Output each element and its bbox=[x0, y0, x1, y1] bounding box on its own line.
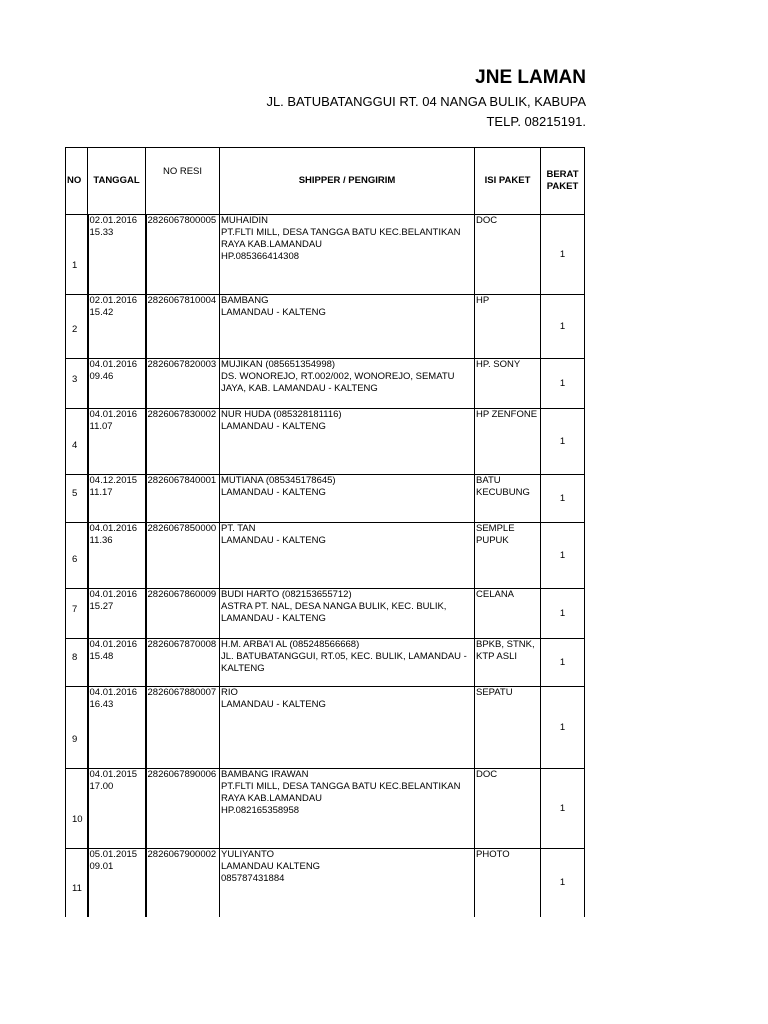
isi-line: HP. SONY bbox=[476, 359, 521, 370]
company-name: JNE LAMAN bbox=[475, 67, 586, 88]
tanggal-time: 11.17 bbox=[89, 487, 113, 498]
cell-berat: 1 bbox=[541, 523, 585, 589]
isi-line: SEPATU bbox=[476, 687, 513, 698]
col-header-isi: ISI PAKET bbox=[475, 148, 541, 215]
cell-no bbox=[66, 687, 88, 769]
cell-tanggal bbox=[88, 409, 146, 475]
cell-shipper bbox=[220, 589, 475, 639]
cell-tanggal bbox=[88, 589, 146, 639]
cell-no bbox=[66, 639, 88, 687]
isi-line: BATU bbox=[476, 475, 501, 486]
cell-resi: 2826067840001 bbox=[146, 475, 220, 523]
cell-berat: 1 bbox=[541, 475, 585, 523]
tanggal-date: 04.01.2016 bbox=[89, 687, 138, 698]
row-number: 7 bbox=[72, 604, 78, 615]
tanggal-date: 04.01.2016 bbox=[89, 523, 138, 534]
cell-isi bbox=[475, 769, 541, 849]
cell-berat: 1 bbox=[541, 687, 585, 769]
isi-line: DOC bbox=[476, 215, 498, 226]
row-number: 2 bbox=[72, 324, 78, 335]
cell-berat: 1 bbox=[541, 295, 585, 359]
table-row bbox=[66, 409, 585, 475]
shipper-line: MUHAIDIN bbox=[221, 215, 268, 226]
table-row bbox=[66, 687, 585, 769]
cell-resi: 2826067830002 bbox=[146, 409, 220, 475]
shipper-line: PT.FLTI MILL, DESA TANGGA BATU KEC.BELANTIKAN bbox=[221, 781, 461, 792]
isi-line: CELANA bbox=[476, 589, 515, 600]
row-number: 10 bbox=[72, 814, 83, 825]
tanggal-date: 04.01.2016 bbox=[89, 589, 138, 600]
cell-resi: 2826067860009 bbox=[146, 589, 220, 639]
shipper-line: PT.FLTI MILL, DESA TANGGA BATU KEC.BELANTIKAN bbox=[221, 227, 461, 238]
cell-no bbox=[66, 359, 88, 409]
cell-resi: 2826067820003 bbox=[146, 359, 220, 409]
col-header-resi: NO RESI bbox=[146, 148, 220, 215]
tanggal-date: 04.12.2015 bbox=[89, 475, 138, 486]
cell-tanggal bbox=[88, 769, 146, 849]
tanggal-date: 04.01.2016 bbox=[89, 409, 138, 420]
shipper-line: RIO bbox=[221, 687, 238, 698]
cell-berat: 1 bbox=[541, 769, 585, 849]
table-row bbox=[66, 849, 585, 917]
cell-shipper bbox=[220, 849, 475, 917]
cell-shipper bbox=[220, 295, 475, 359]
tanggal-time: 15.33 bbox=[89, 227, 114, 238]
cell-no bbox=[66, 295, 88, 359]
company-phone: TELP. 08215191. bbox=[486, 114, 586, 129]
shipper-line: RAYA KAB.LAMANDAU bbox=[221, 793, 323, 804]
tanggal-date: 04.01.2015 bbox=[89, 769, 138, 780]
cell-shipper bbox=[220, 639, 475, 687]
cell-berat: 1 bbox=[541, 215, 585, 295]
cell-no bbox=[66, 769, 88, 849]
cell-isi bbox=[475, 359, 541, 409]
table-row bbox=[66, 475, 585, 523]
table-row bbox=[66, 215, 585, 295]
cell-resi: 2826067870008 bbox=[146, 639, 220, 687]
cell-shipper bbox=[220, 409, 475, 475]
company-address: JL. BATUBATANGGUI RT. 04 NANGA BULIK, KABUPA bbox=[266, 94, 586, 109]
cell-shipper bbox=[220, 523, 475, 589]
cell-isi bbox=[475, 215, 541, 295]
shipper-line: LAMANDAU - KALTENG bbox=[221, 487, 326, 498]
cell-berat: 1 bbox=[541, 589, 585, 639]
row-number: 5 bbox=[72, 488, 78, 499]
col-header-berat bbox=[541, 148, 585, 215]
table-row bbox=[66, 769, 585, 849]
table-row bbox=[66, 639, 585, 687]
cell-resi: 2826067880007 bbox=[146, 687, 220, 769]
tanggal-time: 15.42 bbox=[89, 307, 114, 318]
cell-no bbox=[66, 409, 88, 475]
col-header-shipper: SHIPPER / PENGIRIM bbox=[220, 148, 475, 215]
cell-shipper bbox=[220, 215, 475, 295]
shipper-line: LAMANDAU - KALTENG bbox=[221, 307, 326, 318]
shipper-line: DS. WONOREJO, RT.002/002, WONOREJO, SEMATU bbox=[221, 371, 455, 382]
shipper-line: LAMANDAU - KALTENG bbox=[221, 535, 326, 546]
shipper-line: 085787431884 bbox=[221, 873, 285, 884]
cell-isi bbox=[475, 295, 541, 359]
cell-no bbox=[66, 475, 88, 523]
tanggal-time: 15.27 bbox=[89, 601, 114, 612]
cell-shipper bbox=[220, 769, 475, 849]
table-row bbox=[66, 589, 585, 639]
isi-line: KTP ASLI bbox=[476, 651, 518, 662]
shipper-line: H.M. ARBA'I AL (085248566668) bbox=[221, 639, 360, 650]
tanggal-date: 05.01.2015 bbox=[89, 849, 138, 860]
shipper-line: PT. TAN bbox=[221, 523, 256, 534]
tanggal-time: 11.07 bbox=[89, 421, 113, 432]
cell-shipper bbox=[220, 475, 475, 523]
row-number: 3 bbox=[72, 374, 78, 385]
row-number: 11 bbox=[72, 882, 82, 894]
shipper-line: JL. BATUBATANGGUI, RT.05, KEC. BULIK, LAMANDAU - bbox=[221, 651, 467, 662]
document-header bbox=[0, 64, 586, 132]
cell-berat: 1 bbox=[541, 409, 585, 475]
cell-tanggal bbox=[88, 475, 146, 523]
shipper-line: NUR HUDA (085328181116) bbox=[221, 409, 342, 420]
cell-tanggal bbox=[88, 849, 146, 917]
cell-isi bbox=[475, 849, 541, 917]
cell-isi bbox=[475, 409, 541, 475]
tanggal-time: 09.01 bbox=[89, 861, 114, 872]
shipper-line: LAMANDAU - KALTENG bbox=[221, 613, 326, 624]
col-header-berat-line1: BERAT bbox=[546, 169, 579, 180]
tanggal-date: 04.01.2016 bbox=[89, 359, 138, 370]
row-number: 9 bbox=[72, 734, 78, 745]
shipper-line: KALTENG bbox=[221, 663, 265, 674]
cell-tanggal bbox=[88, 523, 146, 589]
shipper-line: YULIYANTO bbox=[221, 849, 274, 860]
tanggal-date: 02.01.2016 bbox=[89, 215, 138, 226]
table-row bbox=[66, 523, 585, 589]
cell-no bbox=[66, 849, 88, 917]
shipper-line: RAYA KAB.LAMANDAU bbox=[221, 239, 323, 250]
col-header-no: NO bbox=[66, 148, 88, 215]
cell-tanggal bbox=[88, 687, 146, 769]
shipper-line: MUJIKAN (085651354998) bbox=[221, 359, 336, 370]
col-header-berat-line2: PAKET bbox=[546, 181, 579, 192]
tanggal-time: 16.43 bbox=[89, 699, 114, 710]
table-row bbox=[66, 359, 585, 409]
cell-no bbox=[66, 589, 88, 639]
cell-berat: 1 bbox=[541, 639, 585, 687]
shipper-line: JAYA, KAB. LAMANDAU - KALTENG bbox=[221, 383, 378, 394]
cell-tanggal bbox=[88, 359, 146, 409]
shipper-line: LAMANDAU - KALTENG bbox=[221, 699, 326, 710]
cell-isi bbox=[475, 523, 541, 589]
cell-shipper bbox=[220, 687, 475, 769]
isi-line: HP bbox=[476, 295, 490, 306]
col-header-tanggal: TANGGAL bbox=[88, 148, 146, 215]
cell-berat: 1 bbox=[541, 849, 585, 917]
cell-isi bbox=[475, 639, 541, 687]
cell-berat: 1 bbox=[541, 359, 585, 409]
isi-line: PHOTO bbox=[476, 849, 510, 860]
cell-resi: 2826067810004 bbox=[146, 295, 220, 359]
table-header-row bbox=[66, 148, 585, 215]
shipper-line: LAMANDAU KALTENG bbox=[221, 861, 321, 872]
isi-line: DOC bbox=[476, 769, 498, 780]
table-row bbox=[66, 295, 585, 359]
cell-tanggal bbox=[88, 215, 146, 295]
shipper-line: BUDI HARTO (082153655712) bbox=[221, 589, 352, 600]
cell-no bbox=[66, 523, 88, 589]
shipper-line: BAMBANG IRAWAN bbox=[221, 769, 309, 780]
cell-tanggal bbox=[88, 295, 146, 359]
cell-no bbox=[66, 215, 88, 295]
tanggal-time: 11.36 bbox=[89, 535, 113, 546]
shipper-line: ASTRA PT. NAL, DESA NANGA BULIK, KEC. BULIK, bbox=[221, 601, 447, 612]
row-number: 8 bbox=[72, 652, 78, 663]
shipper-line: MUTIANA (085345178645) bbox=[221, 475, 336, 486]
cell-resi: 2826067890006 bbox=[146, 769, 220, 849]
isi-line: KECUBUNG bbox=[476, 487, 530, 498]
row-number: 6 bbox=[72, 554, 78, 565]
isi-line: SEMPLE bbox=[476, 523, 515, 534]
tanggal-time: 15.48 bbox=[89, 651, 114, 662]
cell-isi bbox=[475, 687, 541, 769]
shipper-line: HP.085366414308 bbox=[221, 251, 300, 262]
cell-resi: 2826067800005 bbox=[146, 215, 220, 295]
isi-line: HP ZENFONE bbox=[476, 409, 538, 420]
row-number: 1 bbox=[72, 260, 78, 271]
shipper-line: LAMANDAU - KALTENG bbox=[221, 421, 326, 432]
cell-isi bbox=[475, 475, 541, 523]
cell-resi: 2826067900002 bbox=[146, 849, 220, 917]
tanggal-time: 09.46 bbox=[89, 371, 114, 382]
cell-isi bbox=[475, 589, 541, 639]
cell-shipper bbox=[220, 359, 475, 409]
cell-tanggal bbox=[88, 639, 146, 687]
shipper-line: HP.082165358958 bbox=[221, 805, 300, 816]
row-number: 4 bbox=[72, 440, 78, 451]
cell-resi: 2826067850000 bbox=[146, 523, 220, 589]
tanggal-time: 17.00 bbox=[89, 781, 114, 792]
tanggal-date: 04.01.2016 bbox=[89, 639, 138, 650]
shipper-line: BAMBANG bbox=[221, 295, 269, 306]
isi-line: BPKB, STNK, bbox=[476, 639, 535, 650]
tanggal-date: 02.01.2016 bbox=[89, 295, 138, 306]
shipment-table bbox=[65, 147, 585, 917]
isi-line: PUPUK bbox=[476, 535, 509, 546]
